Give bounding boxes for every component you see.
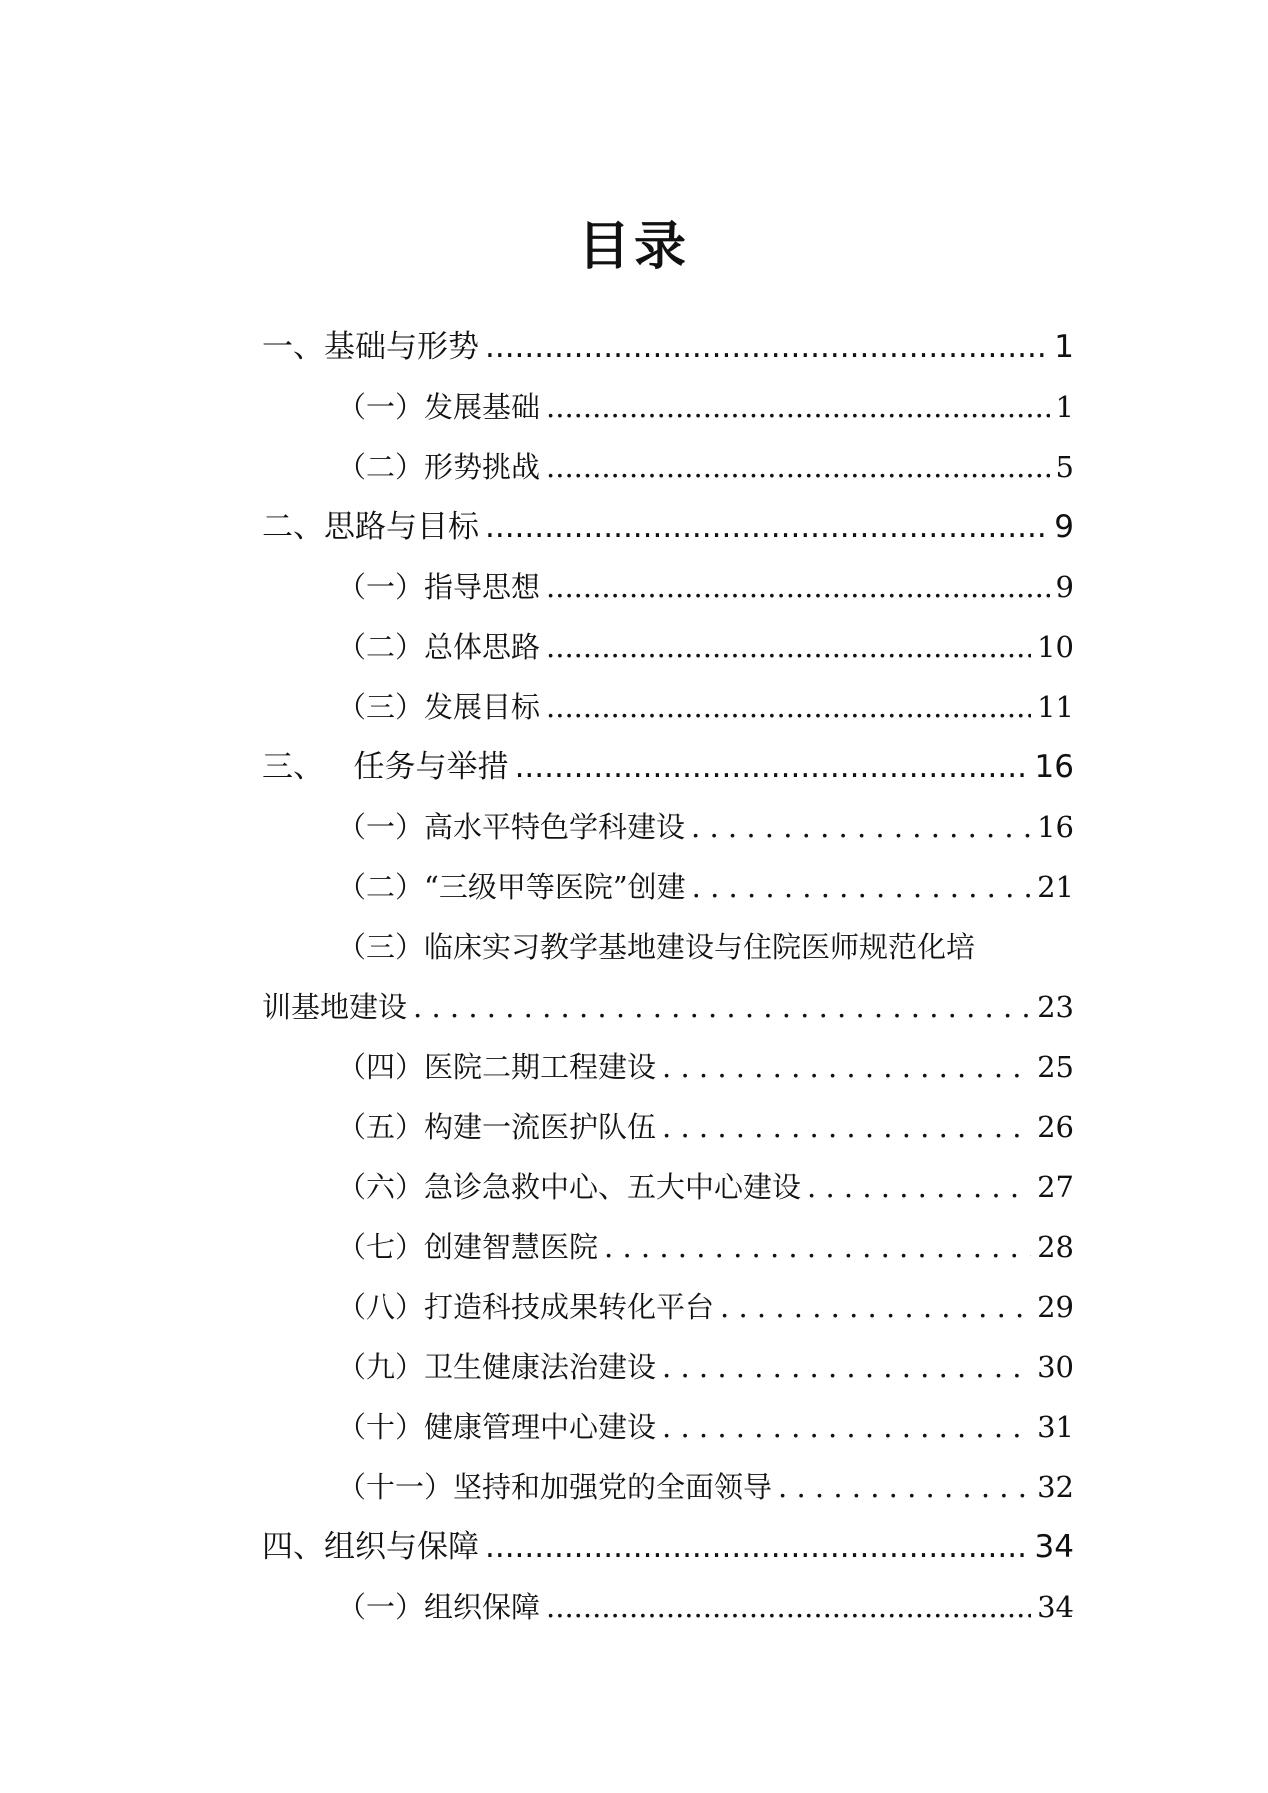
toc-page-number: 11 bbox=[1037, 690, 1074, 724]
toc-entry-label: 二、思路与目标 bbox=[262, 509, 479, 545]
toc-page-number: 1 bbox=[1055, 390, 1074, 424]
table-of-contents bbox=[262, 317, 1074, 1637]
dot-leader bbox=[720, 1277, 1031, 1337]
dot-leader bbox=[691, 797, 1031, 857]
toc-entry-3-3-continued[interactable] bbox=[262, 977, 1074, 1037]
toc-page-number: 30 bbox=[1037, 1350, 1074, 1384]
dot-leader bbox=[546, 377, 1050, 437]
toc-entry-label: （四）医院二期工程建设 bbox=[337, 1050, 657, 1084]
dot-leader bbox=[778, 1457, 1031, 1517]
toc-entry-label: （一）发展基础 bbox=[337, 390, 541, 424]
toc-entry-3-8[interactable] bbox=[262, 1277, 1074, 1337]
toc-entry-label: （一）高水平特色学科建设 bbox=[337, 810, 686, 844]
dot-leader bbox=[546, 557, 1050, 617]
toc-entry-label: （二）形势挑战 bbox=[337, 450, 541, 484]
toc-entry-2[interactable] bbox=[262, 497, 1074, 557]
toc-page-number: 26 bbox=[1037, 1110, 1074, 1144]
toc-entry-label: 三、 任务与举措 bbox=[262, 749, 509, 785]
dot-leader bbox=[662, 1397, 1031, 1457]
toc-entry-2-2[interactable] bbox=[262, 617, 1074, 677]
toc-entry-4[interactable] bbox=[262, 1517, 1074, 1577]
toc-entry-3-3[interactable] bbox=[262, 917, 1074, 977]
dot-leader bbox=[692, 857, 1031, 917]
dot-leader bbox=[485, 317, 1048, 377]
page-title: 目录 bbox=[577, 217, 690, 277]
toc-entry-3-4[interactable] bbox=[262, 1037, 1074, 1097]
toc-entry-3-6[interactable] bbox=[262, 1157, 1074, 1217]
toc-entry-2-3[interactable] bbox=[262, 677, 1074, 737]
dot-leader bbox=[413, 977, 1031, 1037]
toc-entry-label: （一）指导思想 bbox=[337, 570, 541, 604]
toc-entry-label: （三）临床实习教学基地建设与住院医师规范化培 bbox=[337, 930, 976, 964]
toc-page-number: 34 bbox=[1037, 1590, 1074, 1624]
toc-page-number: 27 bbox=[1037, 1170, 1074, 1204]
toc-entry-label: （六）急诊急救中心、五大中心建设 bbox=[337, 1170, 802, 1204]
toc-page-number: 9 bbox=[1055, 570, 1074, 604]
toc-entry-1[interactable] bbox=[262, 317, 1074, 377]
toc-page-number: 23 bbox=[1037, 990, 1074, 1024]
toc-entry-label-continued: 训基地建设 bbox=[262, 990, 408, 1024]
toc-entry-1-2[interactable] bbox=[262, 437, 1074, 497]
toc-page-number: 16 bbox=[1034, 749, 1074, 785]
toc-entry-label: （九）卫生健康法治建设 bbox=[337, 1350, 657, 1384]
toc-entry-label: 一、基础与形势 bbox=[262, 329, 479, 365]
dot-leader bbox=[546, 437, 1050, 497]
toc-page-number: 1 bbox=[1054, 329, 1074, 365]
dot-leader bbox=[485, 497, 1048, 557]
toc-entry-3-9[interactable] bbox=[262, 1337, 1074, 1397]
toc-page-number: 29 bbox=[1037, 1290, 1074, 1324]
dot-leader bbox=[546, 617, 1031, 677]
toc-entry-1-1[interactable] bbox=[262, 377, 1074, 437]
toc-entry-3-5[interactable] bbox=[262, 1097, 1074, 1157]
dot-leader bbox=[546, 1577, 1031, 1637]
toc-entry-label: （十一）坚持和加强党的全面领导 bbox=[337, 1470, 773, 1504]
toc-entry-label: （二）总体思路 bbox=[337, 630, 541, 664]
toc-entry-3[interactable] bbox=[262, 737, 1074, 797]
toc-entry-3-1[interactable] bbox=[262, 797, 1074, 857]
toc-page-number: 34 bbox=[1034, 1529, 1074, 1565]
toc-entry-label: （七）创建智慧医院 bbox=[337, 1230, 599, 1264]
toc-page-number: 25 bbox=[1037, 1050, 1074, 1084]
dot-leader bbox=[662, 1037, 1031, 1097]
toc-entry-3-11[interactable] bbox=[262, 1457, 1074, 1517]
dot-leader bbox=[546, 677, 1031, 737]
toc-entry-3-10[interactable] bbox=[262, 1397, 1074, 1457]
dot-leader bbox=[662, 1097, 1031, 1157]
toc-page-number: 31 bbox=[1037, 1410, 1074, 1444]
toc-entry-3-2[interactable] bbox=[262, 857, 1074, 917]
toc-page-number: 10 bbox=[1037, 630, 1074, 664]
toc-entry-2-1[interactable] bbox=[262, 557, 1074, 617]
toc-page-number: 32 bbox=[1037, 1470, 1074, 1504]
dot-leader bbox=[662, 1337, 1031, 1397]
toc-page-number: 16 bbox=[1037, 810, 1074, 844]
dot-leader bbox=[515, 737, 1029, 797]
toc-page-number: 28 bbox=[1037, 1230, 1074, 1264]
dot-leader bbox=[485, 1517, 1029, 1577]
toc-entry-label: （十）健康管理中心建设 bbox=[337, 1410, 657, 1444]
toc-page-number: 5 bbox=[1055, 450, 1074, 484]
toc-entry-4-1[interactable] bbox=[262, 1577, 1074, 1637]
toc-entry-label: （八）打造科技成果转化平台 bbox=[337, 1290, 715, 1324]
toc-entry-label: （三）发展目标 bbox=[337, 690, 541, 724]
toc-entry-label: （五）构建一流医护队伍 bbox=[337, 1110, 657, 1144]
toc-entry-label: 四、组织与保障 bbox=[262, 1529, 479, 1565]
toc-entry-label: （一）组织保障 bbox=[337, 1590, 541, 1624]
dot-leader bbox=[807, 1157, 1031, 1217]
toc-page-number: 21 bbox=[1037, 870, 1074, 904]
dot-leader bbox=[604, 1217, 1031, 1277]
toc-entry-3-7[interactable] bbox=[262, 1217, 1074, 1277]
toc-entry-label: （二）“三级甲等医院”创建 bbox=[337, 870, 686, 904]
toc-page-number: 9 bbox=[1054, 509, 1074, 545]
